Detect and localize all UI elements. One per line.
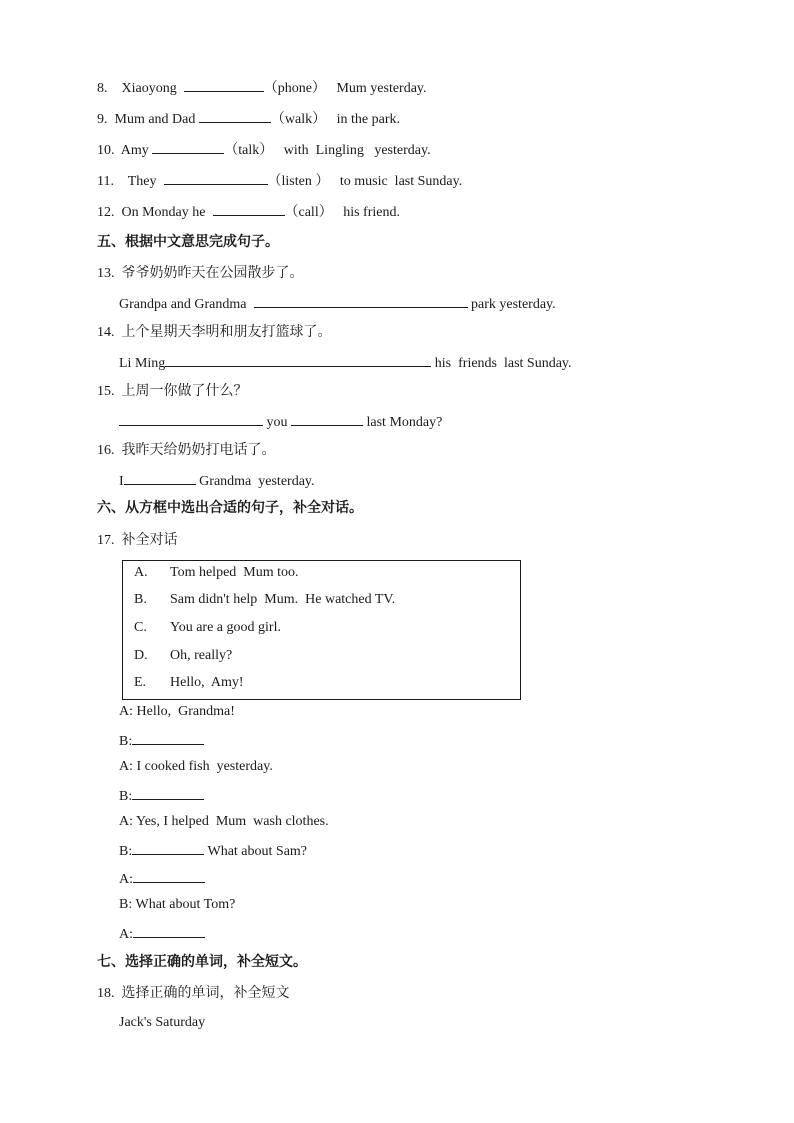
question-number: 10. [97, 143, 115, 158]
question-13-answer [119, 293, 556, 315]
question-14-answer [119, 352, 572, 374]
question-number: 8. [97, 81, 108, 96]
section-7-heading: 七、选择正确的单词，补全短文。 [97, 954, 307, 970]
sentence-end: his friend. [343, 205, 400, 220]
word-hint: （call） [284, 205, 333, 220]
speaker-label: A: [119, 927, 133, 942]
option-letter: E. [134, 675, 147, 690]
options-box [122, 560, 521, 700]
dialogue-line [119, 923, 205, 945]
sentence-end: Mum yesterday. [336, 81, 427, 96]
question-15-answer [119, 411, 442, 433]
sentence-end: his friends last Sunday. [434, 356, 572, 371]
question-17 [97, 530, 178, 551]
chinese-prompt: 选择正确的单词，补全短文 [121, 985, 290, 1001]
answer-blank[interactable] [132, 785, 204, 800]
speaker-label: A: [119, 704, 133, 719]
dialogue-text: What about Tom? [135, 897, 236, 912]
option-c [134, 618, 281, 638]
section-6-heading: 六、从方框中选出合适的句子，补全对话。 [97, 500, 363, 516]
answer-blank[interactable] [165, 352, 431, 367]
question-16-answer [119, 470, 315, 492]
answer-blank[interactable] [184, 77, 264, 92]
dialogue-line [119, 895, 235, 915]
dialogue-line [119, 785, 204, 807]
answer-blank[interactable] [119, 411, 263, 426]
sentence-middle: you [266, 415, 288, 430]
question-number: 16. [97, 443, 115, 458]
sentence-end: last Monday? [366, 415, 443, 430]
speaker-label: B: [119, 897, 133, 912]
word-hint: （listen ） [267, 174, 330, 189]
word-hint: （phone） [263, 81, 326, 96]
dialogue-line [119, 868, 205, 890]
speaker-label: A: [119, 872, 133, 887]
option-text: Sam didn't help Mum. He watched TV. [170, 592, 396, 607]
option-letter: A. [134, 565, 148, 580]
dialogue-line [119, 757, 273, 777]
question-number: 18. [97, 986, 115, 1001]
dialogue-text: Hello, Grandma! [136, 704, 235, 719]
chinese-prompt: 我昨天给奶奶打电话了。 [121, 442, 276, 458]
answer-blank[interactable] [132, 840, 204, 855]
option-text: Hello, Amy! [170, 675, 244, 690]
sentence-start: On Monday he [121, 205, 206, 220]
dialogue-text: I cooked fish yesterday. [136, 759, 273, 774]
answer-blank[interactable] [164, 170, 268, 185]
sentence-start: Grandpa and Grandma [119, 297, 247, 312]
question-number: 17. [97, 533, 115, 548]
section-5-heading: 五、根据中文意思完成句子。 [97, 234, 279, 250]
answer-blank[interactable] [132, 730, 204, 745]
answer-blank[interactable] [152, 139, 224, 154]
option-letter: B. [134, 592, 147, 607]
answer-blank[interactable] [254, 293, 468, 308]
passage-title: Jack's Saturday [119, 1015, 206, 1030]
question-number: 11. [97, 174, 114, 189]
speaker-label: B: [119, 789, 133, 804]
chinese-prompt: 上个星期天李明和朋友打篮球了。 [121, 324, 332, 340]
dialogue-text: What about Sam? [207, 844, 308, 859]
question-13 [97, 263, 304, 284]
option-text: Oh, really? [170, 648, 233, 663]
question-12 [97, 201, 400, 223]
word-hint: （walk） [270, 112, 327, 127]
question-number: 14. [97, 325, 115, 340]
answer-blank[interactable] [133, 868, 205, 883]
option-b [134, 590, 395, 610]
sentence-start: Li Ming [119, 356, 166, 371]
sentence-start: Xiaoyong [121, 81, 177, 96]
answer-blank[interactable] [133, 923, 205, 938]
answer-blank[interactable] [124, 470, 196, 485]
option-a [134, 563, 299, 583]
sentence-start: Amy [120, 143, 149, 158]
sentence-start: They [127, 174, 157, 189]
chinese-prompt: 补全对话 [121, 532, 178, 548]
dialogue-text: Yes, I helped Mum wash clothes. [135, 814, 329, 829]
speaker-label: A: [119, 814, 133, 829]
answer-blank[interactable] [199, 108, 271, 123]
chinese-prompt: 上周一你做了什么？ [121, 383, 248, 399]
dialogue-line [119, 840, 307, 862]
word-hint: （talk） [224, 143, 274, 158]
question-number: 12. [97, 205, 115, 220]
question-18 [97, 983, 290, 1004]
speaker-label: A: [119, 759, 133, 774]
question-11 [97, 170, 462, 192]
answer-blank[interactable] [213, 201, 285, 216]
sentence-end: Grandma yesterday. [199, 474, 315, 489]
question-10 [97, 139, 431, 161]
dialogue-line [119, 812, 329, 832]
question-number: 9. [97, 112, 108, 127]
sentence-end: in the park. [336, 112, 400, 127]
question-15 [97, 381, 248, 402]
sentence-start: Mum and Dad [114, 112, 196, 127]
speaker-label: B: [119, 844, 133, 859]
sentence-end: park yesterday. [471, 297, 556, 312]
option-d [134, 646, 232, 666]
question-14 [97, 322, 332, 343]
sentence-end: with Lingling yesterday. [283, 143, 431, 158]
answer-blank[interactable] [291, 411, 363, 426]
option-letter: C. [134, 620, 147, 635]
question-number: 13. [97, 266, 115, 281]
option-text: Tom helped Mum too. [170, 565, 299, 580]
question-9 [97, 108, 400, 130]
option-e [134, 673, 244, 693]
chinese-prompt: 爷爷奶奶昨天在公园散步了。 [121, 265, 304, 281]
question-16 [97, 440, 276, 461]
question-8 [97, 77, 427, 99]
speaker-label: B: [119, 734, 133, 749]
sentence-end: to music last Sunday. [339, 174, 463, 189]
sentence-start: I [119, 474, 124, 489]
option-text: You are a good girl. [170, 620, 281, 635]
question-number: 15. [97, 384, 115, 399]
dialogue-line [119, 730, 204, 752]
option-letter: D. [134, 648, 148, 663]
dialogue-line [119, 702, 235, 722]
